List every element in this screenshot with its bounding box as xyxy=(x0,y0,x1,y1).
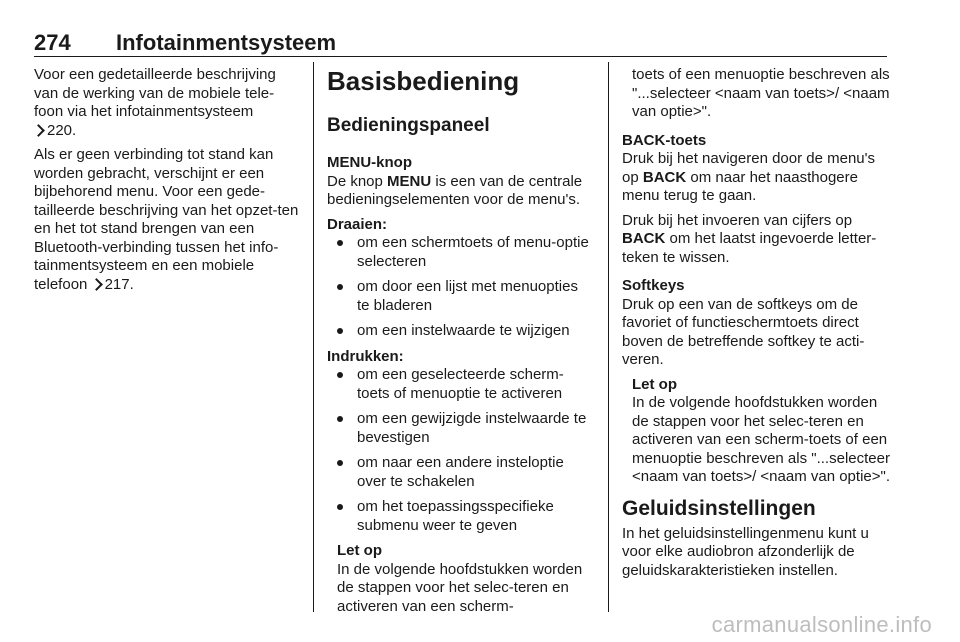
bullet-icon xyxy=(337,372,343,378)
page-reference-icon xyxy=(32,124,45,137)
page-reference-icon xyxy=(90,278,103,291)
softkeys-text: Druk op een van de softkeys om de favoriet of functieschermtoets direct boven de betreffende softkey te acti-veren. xyxy=(622,295,865,368)
back-key-label: BACK xyxy=(642,168,687,186)
list-item: om door een lijst met menuopties te bladeren xyxy=(327,278,593,315)
header-rule xyxy=(34,56,887,57)
section-heading: Bedieningspaneel xyxy=(327,115,490,136)
bullet-icon xyxy=(337,504,343,510)
bullet-icon xyxy=(337,328,343,334)
column-divider-1 xyxy=(313,62,314,612)
note-label: Let op xyxy=(632,375,677,393)
menu-knob-heading: MENU-knop xyxy=(327,154,412,171)
bullet-icon xyxy=(337,240,343,246)
bullet-icon xyxy=(337,460,343,466)
watermark: carmanualsonline.info xyxy=(711,612,932,637)
list-item: om een geselecteerde scherm-toets of menuoptie te activeren xyxy=(327,366,593,403)
softkeys-heading: Softkeys xyxy=(622,277,685,294)
list-item: om een instelwaarde te wijzigen xyxy=(327,322,593,341)
bullet-icon xyxy=(337,416,343,422)
menu-knob-text: De knop MENU is een van de centrale bedieningselementen voor de menu's. xyxy=(327,172,583,208)
page-reference: 220. xyxy=(47,121,77,139)
menu-key-label: MENU xyxy=(387,172,432,190)
page-reference: 217. xyxy=(104,275,134,293)
list-item: om naar een andere insteloptie over te schakelen xyxy=(327,454,593,491)
back-key-text-2: Druk bij het invoeren van cijfers op BACK om het laatst ingevoerde letter-teken te wissen. xyxy=(622,211,877,266)
list-item: om het toepassingsspecifieke submenu weer te geven xyxy=(327,498,593,535)
column-3 xyxy=(622,66,890,586)
press-list xyxy=(327,366,593,535)
column-2 xyxy=(327,66,593,616)
back-key-text-1: Druk bij het navigeren door de menu's op BACK om naar het naasthogere menu terug te gaan. xyxy=(622,150,876,204)
column-divider-2 xyxy=(608,62,609,612)
note-box xyxy=(327,542,593,616)
list-item: om een gewijzigde instelwaarde te bevestigen xyxy=(327,410,593,447)
paragraph-phone-info: Voor een gedetailleerde beschrijving van de werking van de mobiele tele-foon via het infotainmentsysteem 220. xyxy=(34,66,276,139)
sound-settings-text: In het geluidsinstellingenmenu kunt u voor elke audiobron afzonderlijk de geluidskarakteristieken instellen. xyxy=(622,524,869,579)
note-text: In de volgende hoofdstukken worden de stappen voor het selec-teren en activeren van een scherm- xyxy=(337,560,583,615)
note-box xyxy=(622,376,890,487)
note-continuation: toets of een menuoptie beschreven als "...selecteer <naam van toets>/ <naam van optie>". xyxy=(632,66,890,120)
list-item: om een schermtoets of menu-optie selecteren xyxy=(327,234,593,271)
page-number: 274 xyxy=(34,30,71,55)
note-label: Let op xyxy=(337,542,382,559)
column-1 xyxy=(34,66,302,300)
sound-settings-heading: Geluidsinstellingen xyxy=(622,496,816,520)
back-key-label: BACK xyxy=(622,230,666,247)
back-key-heading: BACK-toets xyxy=(622,131,707,149)
chapter-title: Basisbediening xyxy=(327,66,520,96)
section-title: Infotainmentsysteem xyxy=(116,30,337,55)
note-text: In de volgende hoofdstukken worden de stappen voor het selec-teren en activeren van een scherm-toets of een menuoptie beschreven als "...selecteer <naam van toets>/ <naam van optie>". xyxy=(632,394,890,485)
turn-label: Draaien: xyxy=(327,215,388,233)
bullet-icon xyxy=(337,284,343,290)
paragraph-bluetooth-info: Als er geen verbinding tot stand kan worden gebracht, verschijnt er een bijbehorend menu. Voor een gede-tailleerde beschrijving van het opzet-ten en het tot stand brengen van een Bluetooth-verbinding tussen het info-tainmentsysteem en een mobiele telefoon 217. xyxy=(34,146,299,293)
press-label: Indrukken: xyxy=(327,347,404,365)
turn-list xyxy=(327,234,593,341)
